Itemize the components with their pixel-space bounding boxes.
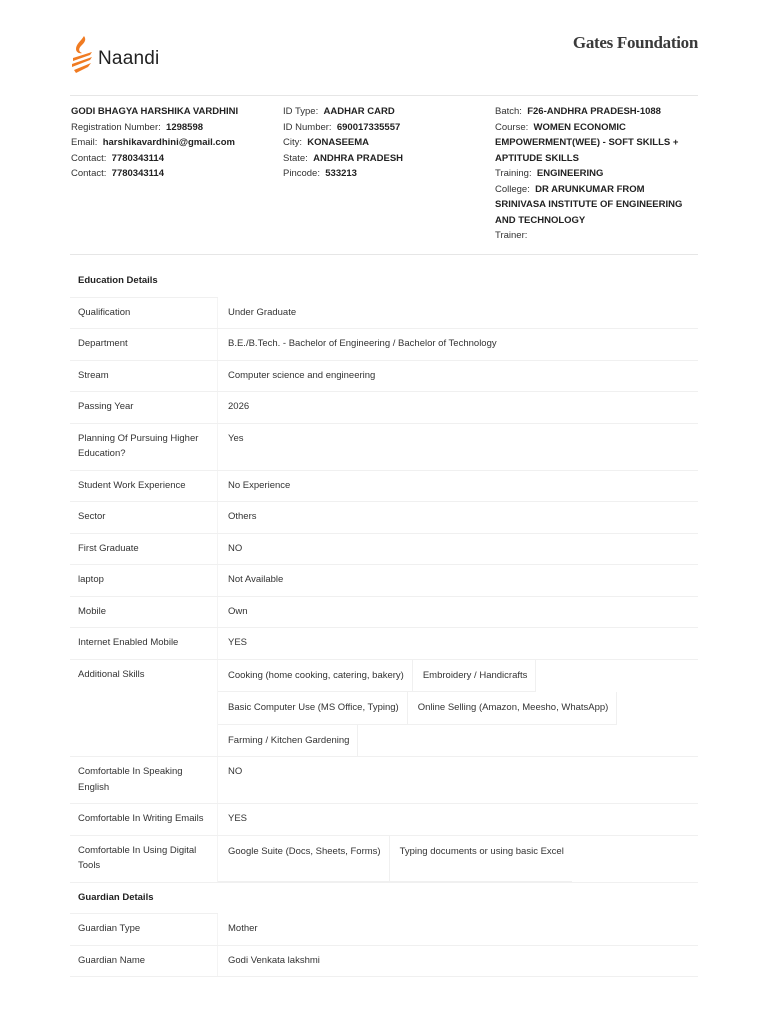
table-row (70, 534, 698, 566)
row-label: Comfortable In Writing Emails (70, 804, 218, 835)
student-info-column-2 (283, 104, 483, 182)
row-value: Others (228, 511, 257, 522)
row-value: No Experience (228, 479, 291, 491)
id-type-label: ID Type: (283, 106, 319, 117)
tool-chip: Typing documents or using basic Excel (390, 836, 572, 882)
table-row (70, 361, 698, 393)
row-label: Sector (70, 502, 218, 533)
table-row-additional-skills (70, 660, 698, 758)
partner-name: Gates Foundation (572, 33, 698, 52)
row-value: Mother (228, 923, 258, 934)
row-label: Student Work Experience (70, 471, 218, 502)
row-value: Godi Venkata lakshmi (228, 954, 320, 966)
training-value: ENGINEERING (536, 168, 604, 179)
row-value: Not Available (228, 574, 284, 585)
registration-number: 1298598 (166, 121, 204, 133)
row-label: Mobile (70, 597, 218, 628)
contact-label: Contact: (71, 152, 107, 164)
contact-value: 7780343114 (111, 168, 164, 179)
skill-chip: Embroidery / Handicrafts (413, 660, 537, 693)
table-row (70, 628, 698, 660)
state-value: ANDHRA PRADESH (313, 152, 404, 164)
table-row (70, 597, 698, 629)
row-label: Guardian Name (70, 946, 218, 977)
details-table (70, 266, 698, 977)
college-value: DR ARUNKUMAR FROM SRINIVASA INSTITUTE OF ENGINEERING AND TECHNOLOGY (495, 183, 683, 226)
row-label: Internet Enabled Mobile (70, 628, 218, 659)
naandi-logo (70, 34, 170, 80)
table-row (70, 565, 698, 597)
row-value: NO (228, 542, 243, 554)
email-label: Email: (71, 137, 98, 148)
row-label: Comfortable In Speaking English (70, 757, 218, 803)
section-title: Education Details (70, 266, 218, 298)
row-value: NO (228, 766, 243, 777)
email-value: harshikavardhini@gmail.com (102, 137, 235, 148)
id-number-value: 690017335557 (336, 121, 401, 133)
row-label: Department (70, 329, 218, 360)
table-row (70, 298, 698, 330)
row-label: Planning Of Pursuing Higher Education? (70, 424, 218, 470)
row-label: Additional Skills (70, 660, 218, 757)
student-info-column-1 (71, 104, 271, 182)
row-value: 2026 (228, 401, 250, 412)
skills-list (218, 660, 698, 757)
skill-chip: Farming / Kitchen Gardening (218, 725, 358, 757)
tools-list (218, 836, 698, 882)
college-label: College: (495, 183, 530, 195)
table-row (70, 804, 698, 836)
table-row (70, 392, 698, 424)
flame-icon (70, 34, 100, 80)
table-row (70, 914, 698, 946)
row-value: YES (228, 813, 248, 824)
table-row (70, 424, 698, 471)
logo-text: Naandi (98, 48, 160, 69)
course-label: Course: (495, 121, 529, 133)
section-title: Guardian Details (70, 883, 218, 915)
city-label: City: (283, 137, 302, 148)
skill-chip: Basic Computer Use (MS Office, Typing) (218, 692, 408, 725)
table-row (70, 946, 698, 978)
student-info-column-3 (495, 104, 695, 244)
contact-label: Contact: (71, 168, 107, 179)
row-value: Yes (228, 432, 244, 444)
training-label: Training: (495, 168, 532, 179)
contact-value: 7780343114 (111, 152, 164, 164)
batch-label: Batch: (495, 106, 522, 117)
student-name: GODI BHAGYA HARSHIKA VARDHINI (71, 106, 239, 117)
section-header (70, 266, 698, 298)
row-label: Comfortable In Using Digital Tools (70, 836, 218, 882)
id-number-label: ID Number: (283, 121, 332, 133)
state-label: State: (283, 152, 308, 164)
table-row (70, 502, 698, 534)
row-value: B.E./B.Tech. - Bachelor of Engineering / Bachelor of Technology (228, 338, 497, 349)
skill-chip: Cooking (home cooking, catering, bakery) (218, 660, 413, 693)
row-value: Computer science and engineering (228, 369, 376, 381)
row-label: Guardian Type (70, 914, 218, 945)
divider (70, 254, 698, 255)
city-value: KONASEEMA (307, 137, 370, 148)
row-value: Under Graduate (228, 306, 297, 318)
page-header (0, 0, 768, 95)
row-label: laptop (70, 565, 218, 596)
registration-label: Registration Number: (71, 121, 161, 133)
tool-chip: Google Suite (Docs, Sheets, Forms) (218, 836, 390, 882)
table-row (70, 757, 698, 804)
table-row (70, 329, 698, 361)
trainer-label: Trainer: (495, 230, 528, 241)
row-label: Qualification (70, 298, 218, 329)
id-type-value: AADHAR CARD (323, 106, 395, 117)
divider (70, 95, 698, 96)
batch-value: F26-ANDHRA PRADESH-1088 (527, 106, 661, 117)
course-value: WOMEN ECONOMIC EMPOWERMENT(WEE) - SOFT SKILLS + APTITUDE SKILLS (495, 121, 679, 164)
row-label: Passing Year (70, 392, 218, 423)
table-row-digital-tools (70, 836, 698, 883)
skill-chip: Online Selling (Amazon, Meesho, WhatsApp) (408, 692, 618, 725)
pincode-value: 533213 (325, 168, 357, 179)
section-header (70, 883, 698, 915)
row-label: First Graduate (70, 534, 218, 565)
pincode-label: Pincode: (283, 168, 320, 179)
row-value: YES (228, 637, 248, 648)
row-value: Own (228, 605, 248, 617)
row-label: Stream (70, 361, 218, 392)
table-row (70, 471, 698, 503)
